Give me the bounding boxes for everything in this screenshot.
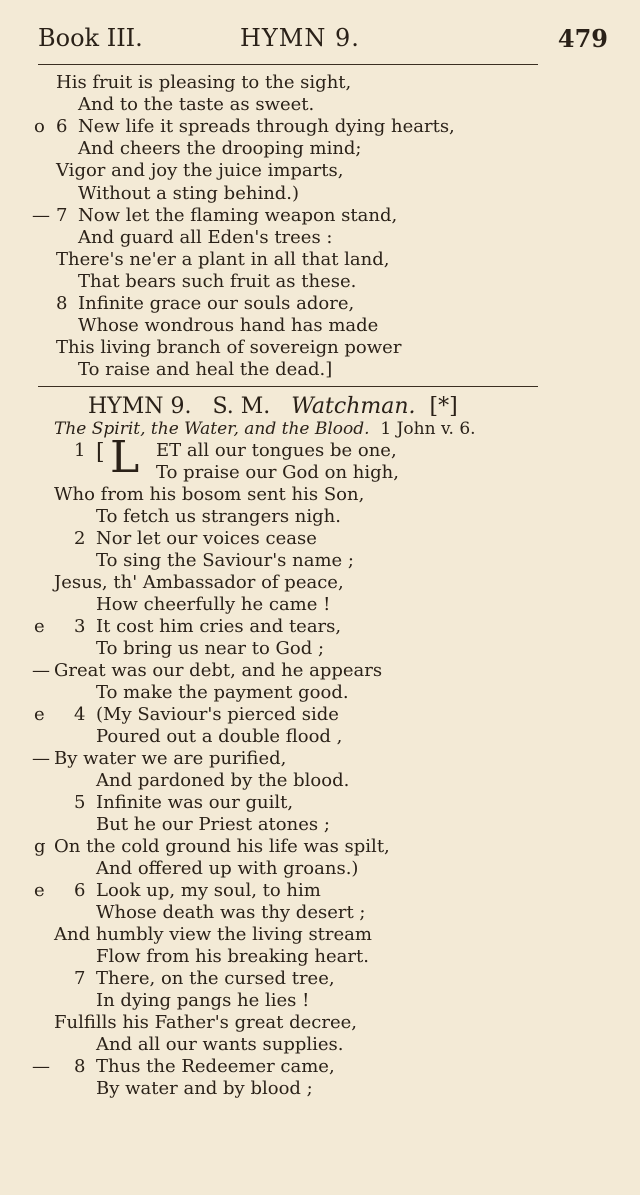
dropcap-bracket: [ [96,440,105,465]
verse-line: Thus the Redeemer came, [96,1056,335,1077]
verse-mark: — [32,204,50,226]
book-label: Book III. [38,24,143,52]
verse-line: In dying pangs he lies ! [96,990,310,1011]
verse-line: Look up, my soul, to him [96,880,321,901]
page-number: 479 [557,24,608,53]
verse-line: This living branch of sovereign power [56,337,402,359]
verse-line: On the cold ground his life was spilt, [54,836,390,857]
verse-line: His fruit is pleasing to the sight, [56,72,352,93]
verse-line: But he our Priest atones ; [96,814,330,835]
verse-line: New life it spreads through dying hearts, [78,116,455,138]
verse-number: 5 [74,792,86,813]
verse-mark: o [34,116,45,138]
verse-line: Nor let our voices cease [96,528,317,549]
verse-line: And pardoned by the blood. [96,770,350,791]
verse-mark: g [34,836,46,857]
verse-line: And to the taste as sweet. [78,94,315,116]
verse-line: Now let the flaming weapon stand, [78,204,398,226]
verse-mark: — [32,1056,50,1077]
hymn-header: HYMN 9. [240,24,360,52]
verse-line: How cheerfully he came ! [96,594,331,615]
verse-number: 2 [74,528,86,549]
verse-line: To sing the Saviour's name ; [96,550,354,571]
verse-number: 7 [74,968,86,989]
verse-line: Infinite was our guilt, [96,792,294,813]
verse-line: (My Saviour's pierced side [96,704,339,725]
verse-line: By water we are purified, [54,748,287,769]
verse-line: Great was our debt, and he appears [54,660,383,681]
verse-line: Whose wondrous hand has made [78,315,379,337]
verse-mark: — [32,660,50,681]
verse-number: 8 [74,1056,86,1077]
verse-mark: e [34,880,45,901]
verse-number: 8 [56,293,68,314]
verse-line: And all our wants supplies. [96,1034,344,1055]
hymn-meter: S. M. [212,394,271,419]
verse-line: ET all our tongues be one, [156,440,397,461]
verse-line: Whose death was thy desert ; [96,902,366,923]
verse-line: And offered up with groans.) [96,858,359,879]
verse-line: By water and by blood ; [96,1078,313,1099]
verse-line: Without a sting behind.) [78,182,300,204]
verse-number: 1 [74,440,86,461]
verse-mark: — [32,748,50,769]
verse-line: Who from his bosom sent his Son, [54,484,365,505]
verse-number: 4 [74,704,86,725]
scripture-reference: 1 John v. 6. [380,419,476,439]
verse-line: To fetch us strangers nigh. [96,506,341,527]
verse-line: There, on the cursed tree, [96,968,335,989]
verse-mark: e [34,704,45,725]
verse-line: Vigor and joy the juice imparts, [56,160,344,182]
verse-line: To make the payment good. [96,682,349,703]
verse-line: There's ne'er a plant in all that land, [56,248,390,270]
verse-line: To bring us near to God ; [96,638,325,659]
header-rule [38,64,538,65]
verse-line: To raise and heal the dead.] [78,359,333,381]
hymn-number: HYMN 9. [88,394,192,419]
verse-line: And humbly view the living stream [54,924,372,945]
hymn-tune: Watchman. [291,394,416,419]
hymn-marker: [*] [429,394,458,419]
verse-line: And guard all Eden's trees : [78,226,333,248]
verse-line: Fulfills his Father's great decree, [54,1012,357,1033]
hymn-title [88,394,458,419]
verse-line: And cheers the drooping mind; [78,138,362,160]
section-divider [38,386,538,387]
verse-line: It cost him cries and tears, [96,616,342,637]
verse-line: To praise our God on high, [156,462,399,483]
verse-line: Poured out a double flood , [96,726,343,747]
verse-number: 6 [56,116,68,138]
verse-number: 3 [74,616,86,637]
subtitle-text: The Spirit, the Water, and the Blood. [54,419,370,439]
running-header [38,24,608,60]
verse-number: 7 [56,204,68,226]
verse-line: Flow from his breaking heart. [96,946,369,967]
verse-number: 6 [74,880,86,901]
verse-line: Infinite grace our souls adore, [78,293,355,314]
verse-line: Jesus, th' Ambassador of peace, [54,572,344,593]
verse-mark: e [34,616,45,637]
verse-line: That bears such fruit as these. [78,270,357,292]
dropcap-letter: L [110,432,140,483]
